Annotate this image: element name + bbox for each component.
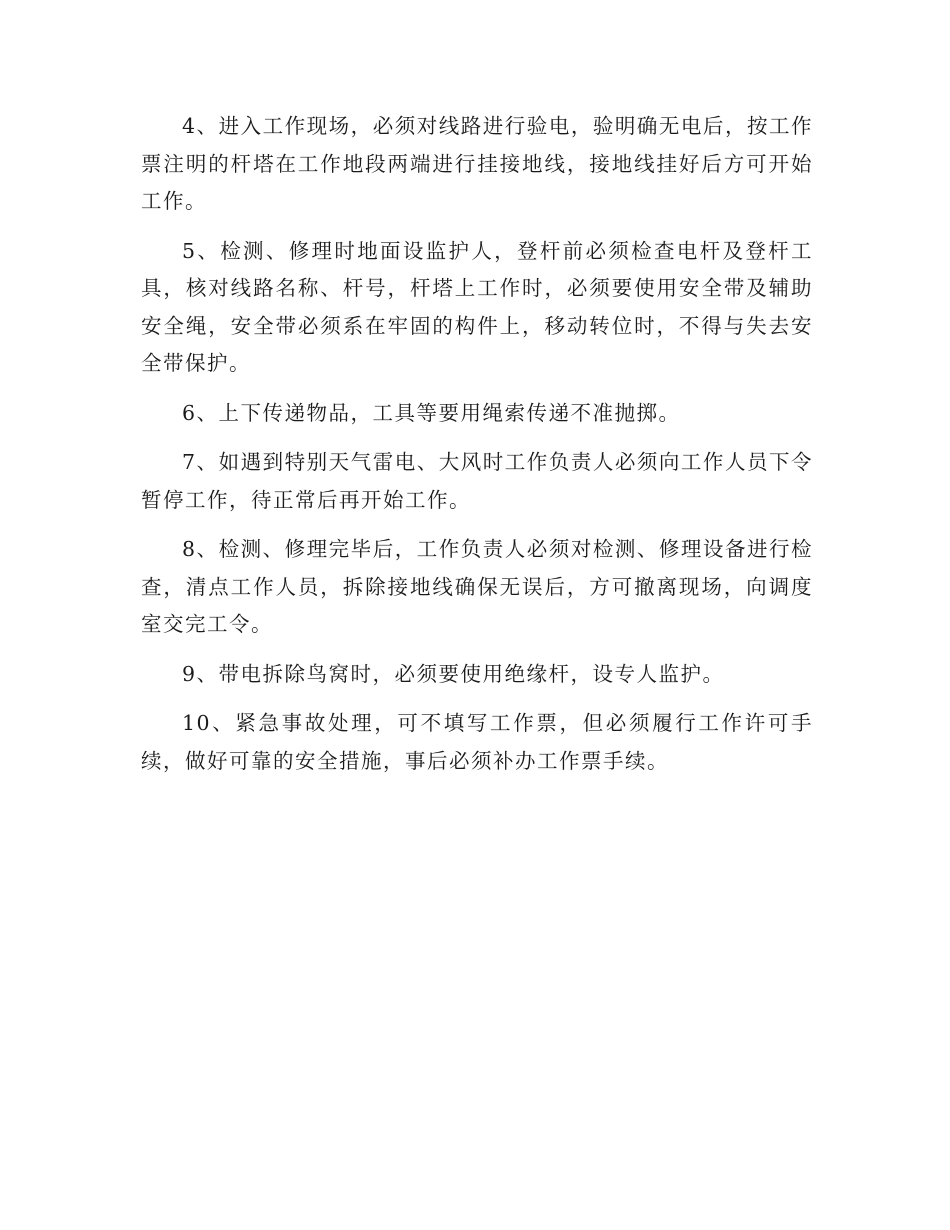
paragraph-item-10: 10、紧急事故处理，可不填写工作票，但必须履行工作许可手续，做好可靠的安全措施，事后必须补办工作票手续。 xyxy=(141,711,813,773)
paragraph-item-8: 8、检测、修理完毕后，工作负责人必须对检测、修理设备进行检查，清点工作人员，拆除接地线确保无误后，方可撤离现场，向调度室交完工令。 xyxy=(141,537,813,636)
paragraph-item-4: 4、进入工作现场，必须对线路进行验电，验明确无电后，按工作票注明的杆塔在工作地段两端进行挂接地线，接地线挂好后方可开始工作。 xyxy=(141,114,813,213)
document-body xyxy=(141,108,813,792)
paragraph-item-7: 7、如遇到特别天气雷电、大风时工作负责人必须向工作人员下令暂停工作，待正常后再开始工作。 xyxy=(141,450,813,512)
paragraph-item-5: 5、检测、修理时地面设监护人，登杆前必须检查电杆及登杆工具，核对线路名称、杆号，杆塔上工作时，必须要使用安全带及辅助安全绳，安全带必须系在牢固的构件上，移动转位时，不得与失去安全带保护。 xyxy=(141,238,813,375)
paragraph-item-9: 9、带电拆除鸟窝时，必须要使用绝缘杆，设专人监护。 xyxy=(182,661,725,686)
paragraph-item-6: 6、上下传递物品，工具等要用绳索传递不准抛掷。 xyxy=(182,400,681,425)
